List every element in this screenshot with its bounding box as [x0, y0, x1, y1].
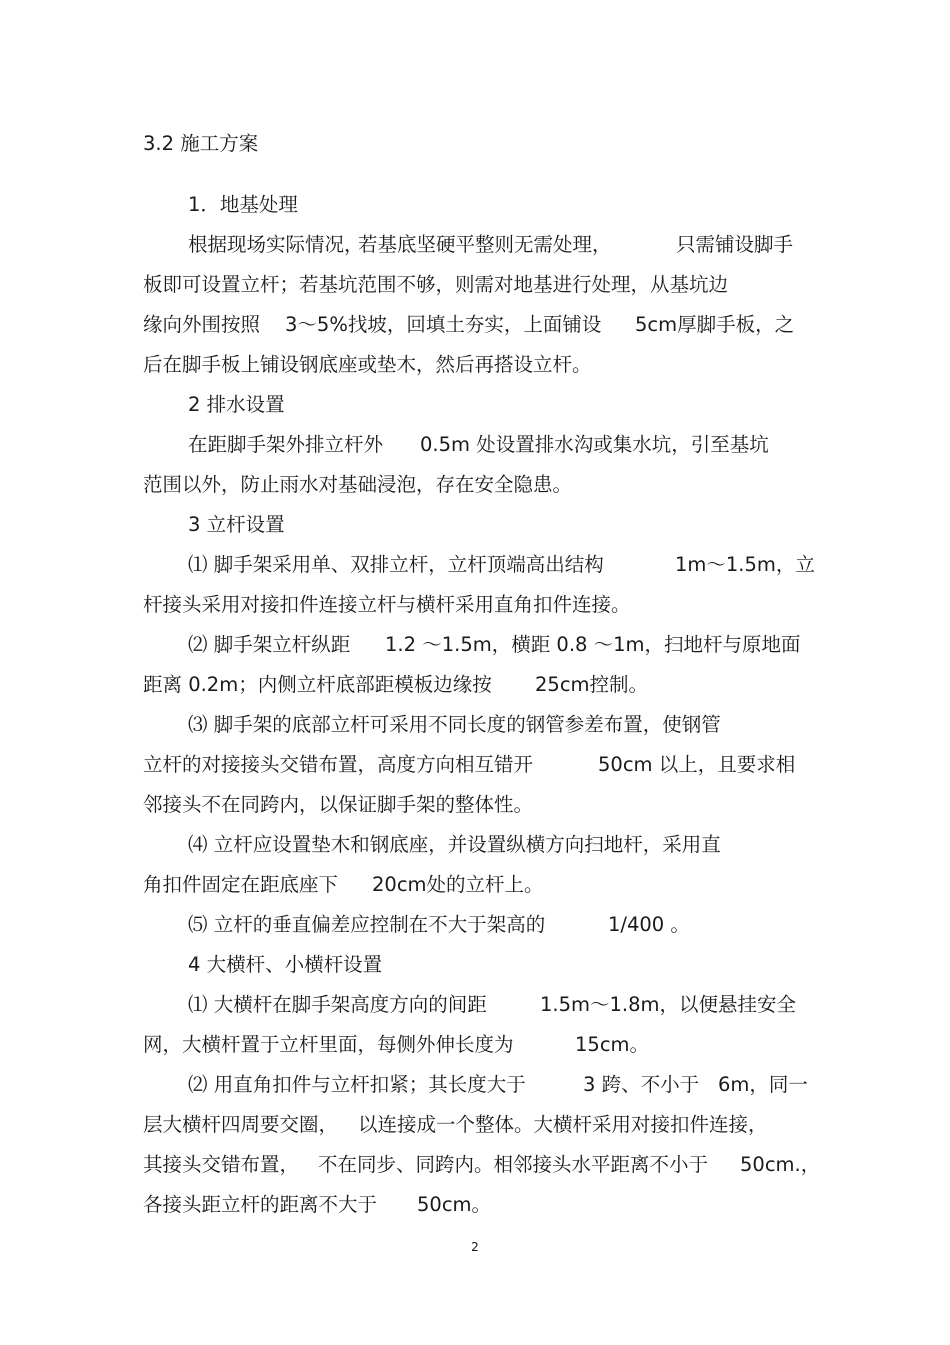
text-segment: ⑴ 大横杆在脚手架高度方向的间距 — [188, 993, 487, 1016]
text-segment: 4 大横杆、小横杆设置 — [188, 953, 383, 976]
text-segment: ⑵ 用直角扣件与立杆扣紧；其长度大于 — [188, 1073, 526, 1096]
text-segment: 50cm.， — [740, 1153, 821, 1176]
text-segment: 1.5m～1.8m，以便悬挂安全 — [540, 993, 797, 1016]
text-segment: 20cm处的立杆上。 — [372, 873, 544, 896]
text-segment: 6m，同一 — [718, 1073, 808, 1096]
text-segment: 缘向外围按照 — [143, 313, 261, 336]
text-segment: 以连接成一个整体。大横杆采用对接扣件连接， — [358, 1113, 768, 1136]
text-segment: 1/400 。 — [608, 913, 690, 936]
text-segment: 杆接头采用对接扣件连接立杆与横杆采用直角扣件连接。 — [143, 593, 631, 616]
page-number: 2 — [471, 1240, 479, 1254]
text-segment: 板即可设置立杆；若基坑范围不够，则需对地基进行处理，从基坑边 — [143, 273, 729, 296]
text-segment: ⑸ 立杆的垂直偏差应控制在不大于架高的 — [188, 913, 546, 936]
text-segment: 5cm厚脚手板，之 — [635, 313, 795, 336]
text-segment: 在距脚手架外排立杆外 — [188, 433, 384, 456]
text-segment: 只需铺设脚手 — [676, 233, 794, 256]
text-segment: ⑶ 脚手架的底部立杆可采用不同长度的钢管参差布置，使钢管 — [188, 713, 721, 736]
text-segment: 50cm 以上，且要求相 — [598, 753, 796, 776]
text-segment: 25cm控制。 — [535, 673, 649, 696]
text-segment: 距离 0.2m；内侧立杆底部距模板边缘按 — [143, 673, 492, 696]
text-segment: 3 跨、不小于 — [583, 1073, 700, 1096]
text-segment: 范围以外，防止雨水对基础浸泡，存在安全隐患。 — [143, 473, 573, 496]
text-segment: 3 立杆设置 — [188, 513, 285, 536]
text-segment: 2 排水设置 — [188, 393, 285, 416]
text-segment: 其接头交错布置， — [143, 1153, 300, 1176]
text-segment: 根据现场实际情况， — [188, 233, 364, 256]
text-segment: 立杆的对接接头交错布置，高度方向相互错开 — [143, 753, 534, 776]
text-segment: 后在脚手板上铺设钢底座或垫木，然后再搭设立杆。 — [143, 353, 592, 376]
text-segment: ⑷ 立杆应设置垫木和钢底座，并设置纵横方向扫地杆，采用直 — [188, 833, 721, 856]
text-segment: 1m～1.5m，立 — [675, 553, 815, 576]
text-segment: 不在同步、同跨内。相邻接头水平距离不小于 — [318, 1153, 709, 1176]
text-segment: 网，大横杆置于立杆里面，每侧外伸长度为 — [143, 1033, 514, 1056]
text-segment: 3～5%找坡，回填土夯实，上面铺设 — [285, 313, 602, 336]
text-segment: ⑵ 脚手架立杆纵距 — [188, 633, 351, 656]
text-segment: 15cm。 — [575, 1033, 650, 1056]
text-segment: 0.5m 处设置排水沟或集水坑，引至基坑 — [420, 433, 769, 456]
text-segment: 层大横杆四周要交圈， — [143, 1113, 339, 1136]
text-segment: ⑴ 脚手架采用单、双排立杆，立杆顶端高出结构 — [188, 553, 604, 576]
text-segment: 3.2 施工方案 — [143, 132, 259, 155]
text-segment: 1.2 ～1.5m，横距 0.8 ～1m，扫地杆与原地面 — [385, 633, 801, 656]
text-segment: 角扣件固定在距底座下 — [143, 873, 339, 896]
text-segment: 50cm。 — [417, 1193, 492, 1216]
text-segment: 若基底坚硬平整则无需处理， — [358, 233, 612, 256]
text-segment: 邻接头不在同跨内，以保证脚手架的整体性。 — [143, 793, 534, 816]
text-segment: 各接头距立杆的距离不大于 — [143, 1193, 378, 1216]
text-segment: 1．地基处理 — [188, 193, 298, 216]
